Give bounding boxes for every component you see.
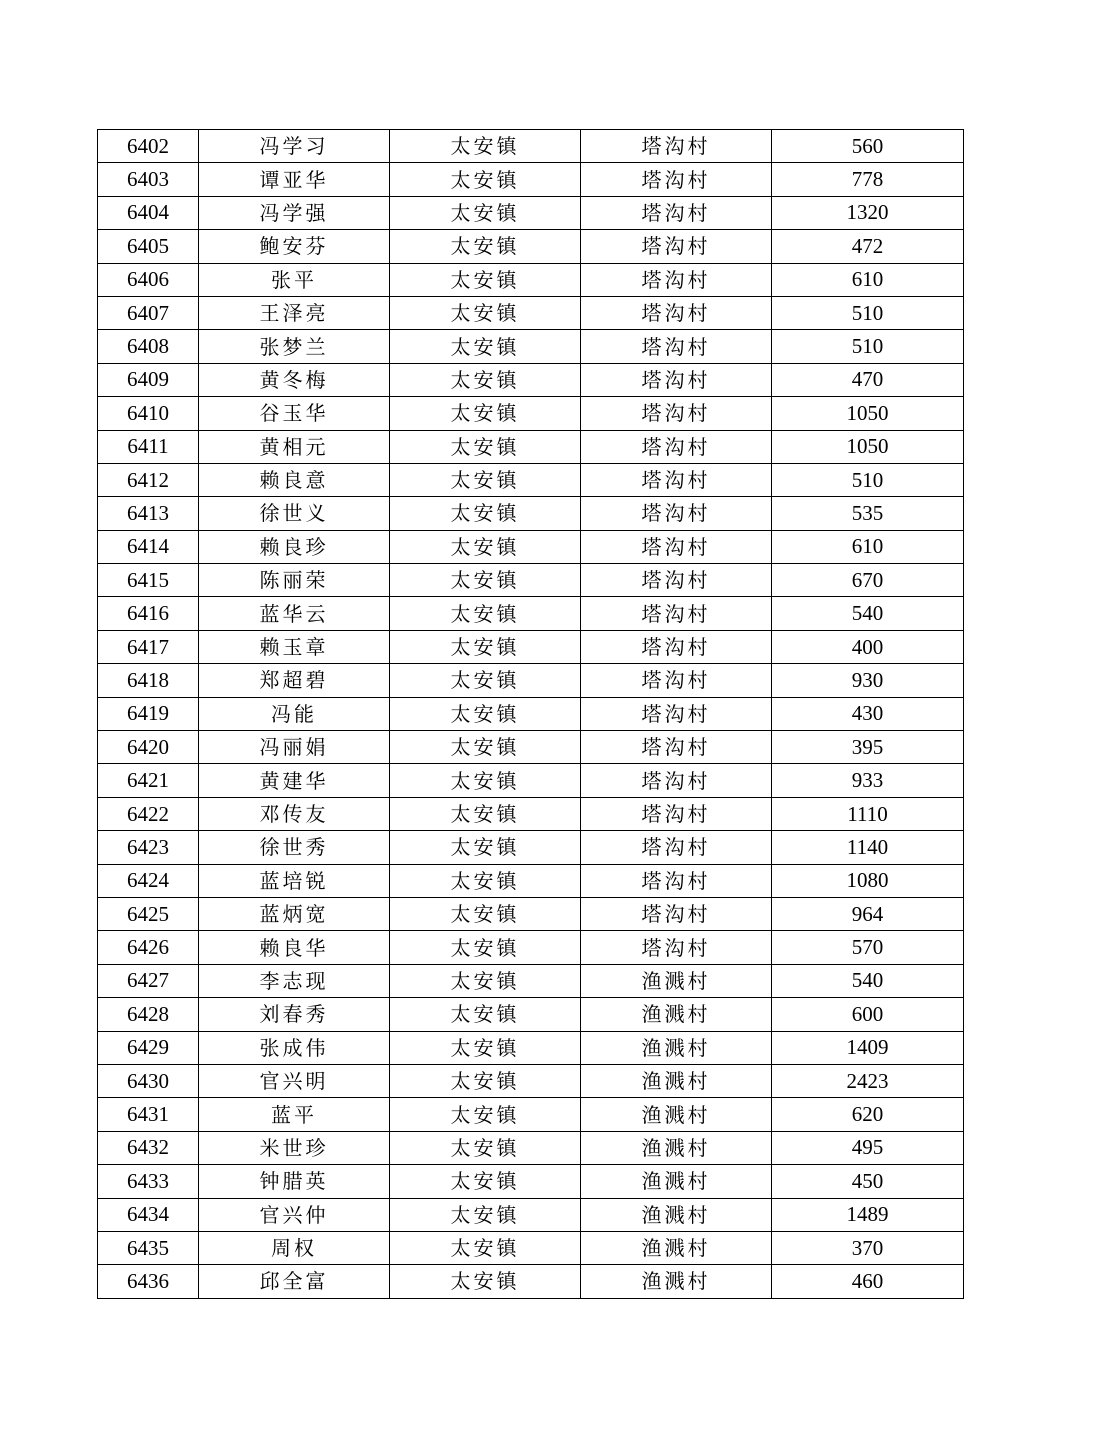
village-cell: 渔溅村: [581, 1165, 772, 1198]
village-cell: 渔溅村: [581, 1231, 772, 1264]
record-id-cell: 6414: [98, 530, 199, 563]
person-name-cell: 蓝平: [199, 1098, 390, 1131]
record-id-cell: 6431: [98, 1098, 199, 1131]
village-cell: 渔溅村: [581, 1131, 772, 1164]
town-cell: 太安镇: [390, 163, 581, 196]
person-name-cell: 蓝炳宽: [199, 897, 390, 930]
record-id-cell: 6413: [98, 497, 199, 530]
town-cell: 太安镇: [390, 797, 581, 830]
village-cell: 塔沟村: [581, 397, 772, 430]
table-row: [98, 463, 964, 496]
village-cell: 塔沟村: [581, 530, 772, 563]
table-row: [98, 330, 964, 363]
table-row: [98, 430, 964, 463]
record-id-cell: 6422: [98, 797, 199, 830]
record-id-cell: 6418: [98, 664, 199, 697]
person-name-cell: 米世珍: [199, 1131, 390, 1164]
table-row: [98, 497, 964, 530]
table-row: [98, 564, 964, 597]
person-name-cell: 赖良华: [199, 931, 390, 964]
village-cell: 塔沟村: [581, 664, 772, 697]
table-row: [98, 931, 964, 964]
amount-cell: 600: [772, 998, 964, 1031]
record-id-cell: 6425: [98, 897, 199, 930]
village-cell: 塔沟村: [581, 931, 772, 964]
person-name-cell: 徐世义: [199, 497, 390, 530]
village-cell: 塔沟村: [581, 564, 772, 597]
person-name-cell: 刘春秀: [199, 998, 390, 1031]
village-cell: 塔沟村: [581, 230, 772, 263]
amount-cell: 450: [772, 1165, 964, 1198]
person-name-cell: 郑超碧: [199, 664, 390, 697]
town-cell: 太安镇: [390, 296, 581, 329]
amount-cell: 460: [772, 1265, 964, 1298]
village-cell: 塔沟村: [581, 296, 772, 329]
amount-cell: 395: [772, 731, 964, 764]
table-row: [98, 664, 964, 697]
table-row: [98, 397, 964, 430]
person-name-cell: 张成伟: [199, 1031, 390, 1064]
person-name-cell: 谷玉华: [199, 397, 390, 430]
record-id-cell: 6419: [98, 697, 199, 730]
person-name-cell: 官兴明: [199, 1064, 390, 1097]
amount-cell: 964: [772, 897, 964, 930]
table-row: [98, 731, 964, 764]
table-row: [98, 230, 964, 263]
person-name-cell: 徐世秀: [199, 831, 390, 864]
town-cell: 太安镇: [390, 764, 581, 797]
record-id-cell: 6412: [98, 463, 199, 496]
record-id-cell: 6433: [98, 1165, 199, 1198]
amount-cell: 430: [772, 697, 964, 730]
record-id-cell: 6404: [98, 196, 199, 229]
amount-cell: 370: [772, 1231, 964, 1264]
village-cell: 塔沟村: [581, 196, 772, 229]
person-name-cell: 钟腊英: [199, 1165, 390, 1198]
amount-cell: 1110: [772, 797, 964, 830]
person-name-cell: 蓝华云: [199, 597, 390, 630]
record-id-cell: 6411: [98, 430, 199, 463]
village-cell: 渔溅村: [581, 1098, 772, 1131]
table-row: [98, 263, 964, 296]
person-name-cell: 张梦兰: [199, 330, 390, 363]
town-cell: 太安镇: [390, 664, 581, 697]
amount-cell: 610: [772, 530, 964, 563]
town-cell: 太安镇: [390, 196, 581, 229]
amount-cell: 610: [772, 263, 964, 296]
amount-cell: 620: [772, 1098, 964, 1131]
record-id-cell: 6434: [98, 1198, 199, 1231]
table-row: [98, 130, 964, 163]
person-name-cell: 赖良珍: [199, 530, 390, 563]
town-cell: 太安镇: [390, 263, 581, 296]
table-row: [98, 296, 964, 329]
village-cell: 渔溅村: [581, 998, 772, 1031]
table-row: [98, 1165, 964, 1198]
amount-cell: 510: [772, 330, 964, 363]
person-name-cell: 张平: [199, 263, 390, 296]
record-id-cell: 6430: [98, 1064, 199, 1097]
person-name-cell: 黄相元: [199, 430, 390, 463]
record-id-cell: 6406: [98, 263, 199, 296]
village-cell: 塔沟村: [581, 630, 772, 663]
amount-cell: 510: [772, 463, 964, 496]
record-id-cell: 6416: [98, 597, 199, 630]
person-name-cell: 冯丽娟: [199, 731, 390, 764]
record-id-cell: 6405: [98, 230, 199, 263]
town-cell: 太安镇: [390, 1265, 581, 1298]
town-cell: 太安镇: [390, 1165, 581, 1198]
town-cell: 太安镇: [390, 463, 581, 496]
town-cell: 太安镇: [390, 330, 581, 363]
town-cell: 太安镇: [390, 1231, 581, 1264]
amount-cell: 1140: [772, 831, 964, 864]
table-row: [98, 864, 964, 897]
record-id-cell: 6421: [98, 764, 199, 797]
town-cell: 太安镇: [390, 230, 581, 263]
amount-cell: 400: [772, 630, 964, 663]
table-row: [98, 697, 964, 730]
record-id-cell: 6410: [98, 397, 199, 430]
table-row: [98, 363, 964, 396]
table-row: [98, 897, 964, 930]
table-row: [98, 630, 964, 663]
record-id-cell: 6417: [98, 630, 199, 663]
village-cell: 塔沟村: [581, 330, 772, 363]
table-row: [98, 196, 964, 229]
village-cell: 塔沟村: [581, 363, 772, 396]
person-name-cell: 冯学习: [199, 130, 390, 163]
town-cell: 太安镇: [390, 1098, 581, 1131]
table-row: [98, 163, 964, 196]
record-id-cell: 6436: [98, 1265, 199, 1298]
amount-cell: 540: [772, 964, 964, 997]
person-name-cell: 邱全富: [199, 1265, 390, 1298]
village-cell: 塔沟村: [581, 897, 772, 930]
person-name-cell: 赖玉章: [199, 630, 390, 663]
village-cell: 塔沟村: [581, 497, 772, 530]
table-row: [98, 1098, 964, 1131]
village-cell: 渔溅村: [581, 964, 772, 997]
town-cell: 太安镇: [390, 897, 581, 930]
record-id-cell: 6435: [98, 1231, 199, 1264]
amount-cell: 535: [772, 497, 964, 530]
town-cell: 太安镇: [390, 1064, 581, 1097]
town-cell: 太安镇: [390, 597, 581, 630]
town-cell: 太安镇: [390, 831, 581, 864]
table-row: [98, 1064, 964, 1097]
record-id-cell: 6428: [98, 998, 199, 1031]
record-id-cell: 6426: [98, 931, 199, 964]
table-row: [98, 1231, 964, 1264]
record-id-cell: 6415: [98, 564, 199, 597]
amount-cell: 510: [772, 296, 964, 329]
amount-cell: 470: [772, 363, 964, 396]
amount-cell: 560: [772, 130, 964, 163]
roster-table: [97, 129, 964, 1299]
table-row: [98, 530, 964, 563]
town-cell: 太安镇: [390, 564, 581, 597]
person-name-cell: 邓传友: [199, 797, 390, 830]
record-id-cell: 6427: [98, 964, 199, 997]
table-row: [98, 797, 964, 830]
record-id-cell: 6408: [98, 330, 199, 363]
town-cell: 太安镇: [390, 497, 581, 530]
village-cell: 塔沟村: [581, 430, 772, 463]
person-name-cell: 谭亚华: [199, 163, 390, 196]
village-cell: 塔沟村: [581, 263, 772, 296]
table-row: [98, 1031, 964, 1064]
person-name-cell: 赖良意: [199, 463, 390, 496]
village-cell: 塔沟村: [581, 831, 772, 864]
person-name-cell: 鲍安芬: [199, 230, 390, 263]
village-cell: 渔溅村: [581, 1064, 772, 1097]
amount-cell: 1050: [772, 397, 964, 430]
record-id-cell: 6424: [98, 864, 199, 897]
town-cell: 太安镇: [390, 363, 581, 396]
town-cell: 太安镇: [390, 1198, 581, 1231]
record-id-cell: 6407: [98, 296, 199, 329]
town-cell: 太安镇: [390, 630, 581, 663]
town-cell: 太安镇: [390, 931, 581, 964]
person-name-cell: 王泽亮: [199, 296, 390, 329]
record-id-cell: 6420: [98, 731, 199, 764]
town-cell: 太安镇: [390, 998, 581, 1031]
table-row: [98, 998, 964, 1031]
village-cell: 塔沟村: [581, 463, 772, 496]
person-name-cell: 李志现: [199, 964, 390, 997]
village-cell: 塔沟村: [581, 864, 772, 897]
amount-cell: 1050: [772, 430, 964, 463]
record-id-cell: 6429: [98, 1031, 199, 1064]
table-row: [98, 1131, 964, 1164]
person-name-cell: 冯能: [199, 697, 390, 730]
table-row: [98, 1198, 964, 1231]
roster-table-body: [98, 130, 964, 1299]
amount-cell: 1409: [772, 1031, 964, 1064]
amount-cell: 570: [772, 931, 964, 964]
village-cell: 塔沟村: [581, 130, 772, 163]
record-id-cell: 6402: [98, 130, 199, 163]
table-row: [98, 764, 964, 797]
table-row: [98, 831, 964, 864]
table-row: [98, 964, 964, 997]
town-cell: 太安镇: [390, 697, 581, 730]
person-name-cell: 蓝培锐: [199, 864, 390, 897]
town-cell: 太安镇: [390, 864, 581, 897]
person-name-cell: 黄建华: [199, 764, 390, 797]
table-row: [98, 1265, 964, 1298]
town-cell: 太安镇: [390, 964, 581, 997]
record-id-cell: 6409: [98, 363, 199, 396]
amount-cell: 778: [772, 163, 964, 196]
person-name-cell: 官兴仲: [199, 1198, 390, 1231]
amount-cell: 540: [772, 597, 964, 630]
town-cell: 太安镇: [390, 731, 581, 764]
amount-cell: 495: [772, 1131, 964, 1164]
person-name-cell: 黄冬梅: [199, 363, 390, 396]
village-cell: 塔沟村: [581, 764, 772, 797]
village-cell: 塔沟村: [581, 797, 772, 830]
town-cell: 太安镇: [390, 1131, 581, 1164]
amount-cell: 930: [772, 664, 964, 697]
village-cell: 塔沟村: [581, 697, 772, 730]
town-cell: 太安镇: [390, 430, 581, 463]
amount-cell: 933: [772, 764, 964, 797]
town-cell: 太安镇: [390, 130, 581, 163]
village-cell: 渔溅村: [581, 1265, 772, 1298]
amount-cell: 670: [772, 564, 964, 597]
village-cell: 塔沟村: [581, 731, 772, 764]
amount-cell: 1320: [772, 196, 964, 229]
village-cell: 渔溅村: [581, 1198, 772, 1231]
record-id-cell: 6432: [98, 1131, 199, 1164]
record-id-cell: 6403: [98, 163, 199, 196]
village-cell: 塔沟村: [581, 163, 772, 196]
person-name-cell: 周权: [199, 1231, 390, 1264]
town-cell: 太安镇: [390, 1031, 581, 1064]
amount-cell: 472: [772, 230, 964, 263]
village-cell: 渔溅村: [581, 1031, 772, 1064]
amount-cell: 1080: [772, 864, 964, 897]
table-row: [98, 597, 964, 630]
town-cell: 太安镇: [390, 397, 581, 430]
person-name-cell: 陈丽荣: [199, 564, 390, 597]
amount-cell: 1489: [772, 1198, 964, 1231]
town-cell: 太安镇: [390, 530, 581, 563]
village-cell: 塔沟村: [581, 597, 772, 630]
person-name-cell: 冯学强: [199, 196, 390, 229]
amount-cell: 2423: [772, 1064, 964, 1097]
record-id-cell: 6423: [98, 831, 199, 864]
